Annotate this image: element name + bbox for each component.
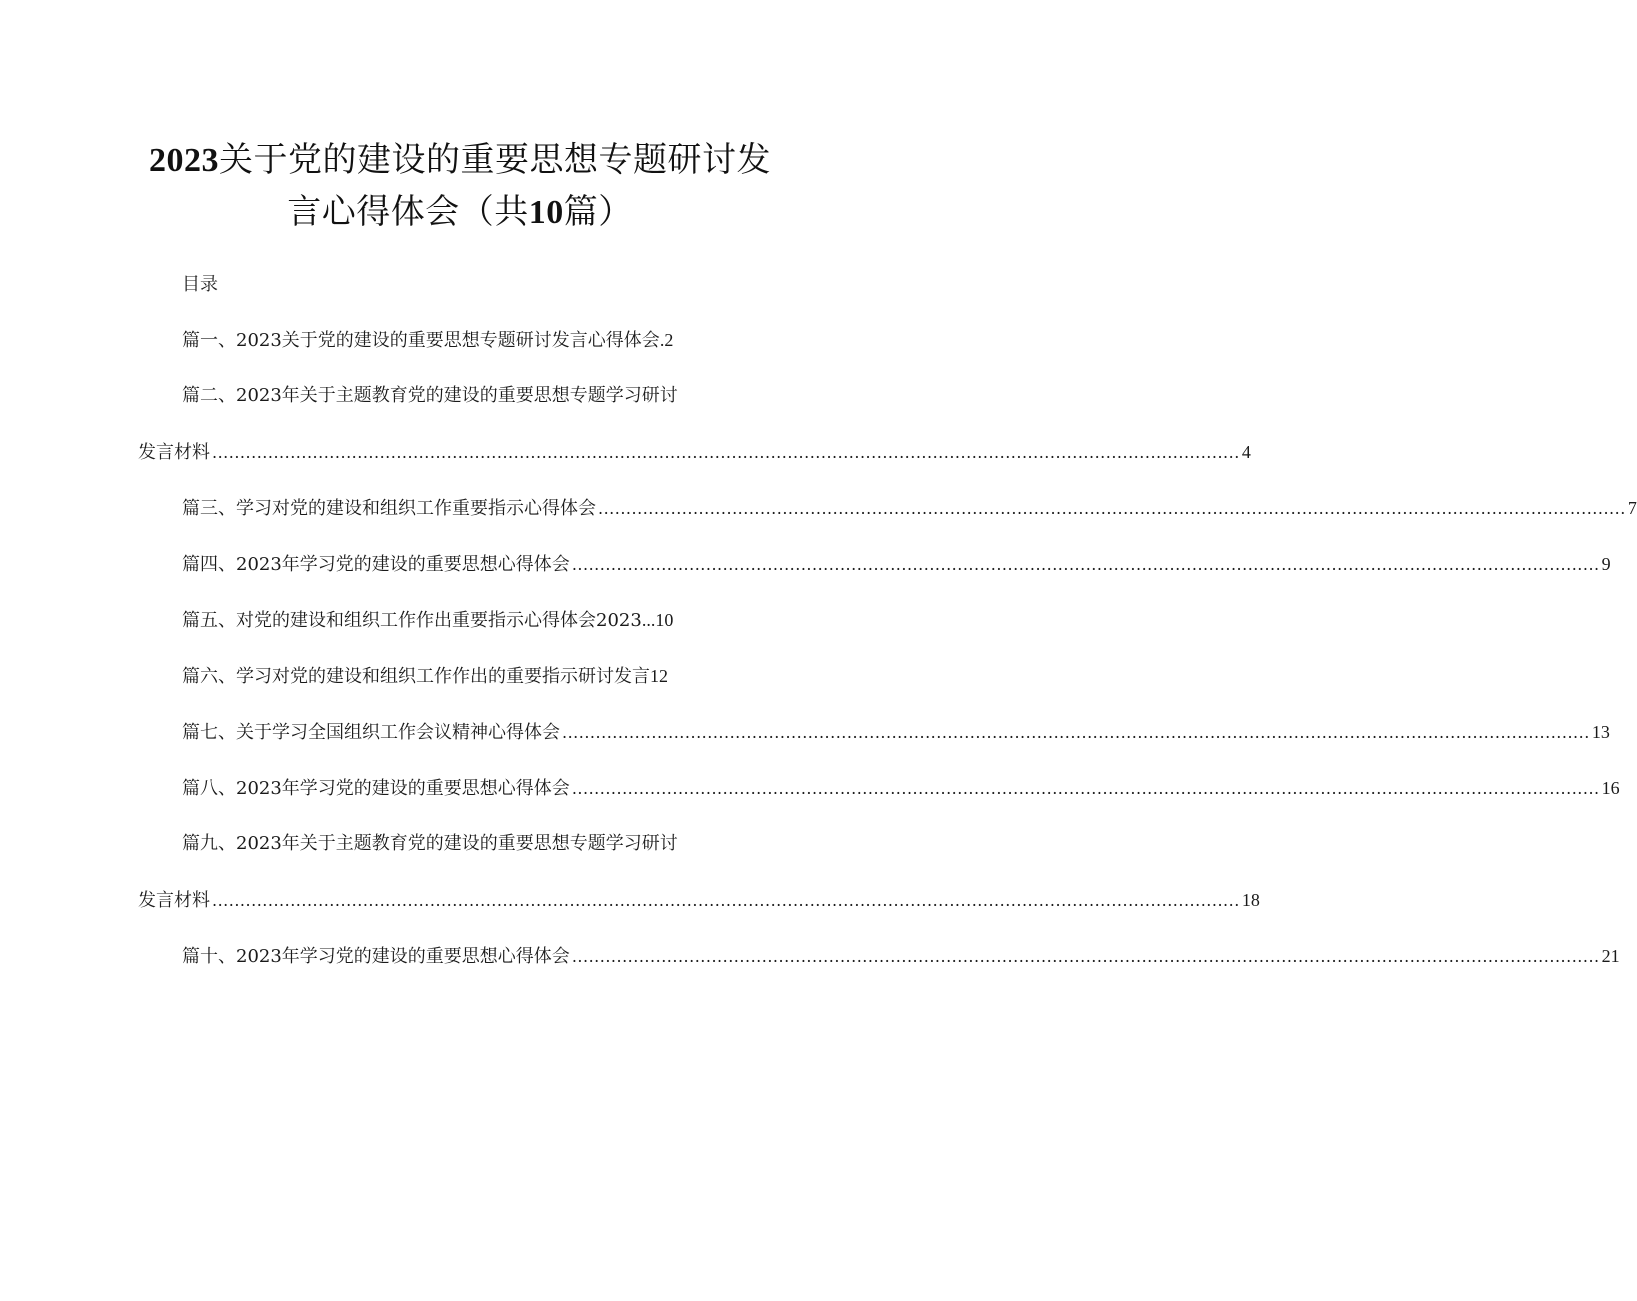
document-title-line-2 — [110, 188, 810, 237]
toc-leader-dots: ........................................................................................................................................................................................ — [562, 723, 1590, 742]
toc-entry-text: 篇二、2023年关于主题教育党的建设的重要思想专题学习研讨 — [182, 385, 678, 406]
toc-entry-9-continued[interactable] — [138, 886, 1260, 915]
title-text-2a: 言心得体会（共 — [287, 192, 529, 232]
toc-entry-7[interactable] — [182, 718, 1610, 747]
title-count: 10 — [528, 194, 564, 231]
toc-entry-page: 21 — [1601, 946, 1620, 966]
toc-entry-text: 篇四、2023年学习党的建设的重要思想心得体会 — [182, 554, 570, 575]
toc-entry-text: 篇八、2023年学习党的建设的重要思想心得体会 — [182, 778, 570, 799]
toc-entry-text: 发言材料 — [138, 442, 210, 463]
toc-entry-10[interactable] — [182, 942, 1620, 971]
toc-entry-5[interactable] — [182, 606, 673, 635]
toc-entry-page: 13 — [1591, 722, 1610, 742]
toc-leader-dots: ........................................................................................................................................................................................ — [212, 891, 1240, 910]
toc-entry-3[interactable] — [182, 494, 1637, 523]
toc-entry-text: 发言材料 — [138, 890, 210, 911]
toc-entry-page: 4 — [1241, 442, 1251, 462]
toc-leader-dots: ........................................................................................................................................................................................ — [571, 779, 1600, 798]
toc-entry-page: .2 — [659, 330, 674, 350]
toc-leader-dots: ........................................................................................................................................................................................ — [598, 499, 1626, 518]
toc-entry-9[interactable] — [182, 830, 678, 858]
toc-entry-text: 篇一、2023关于党的建设的重要思想专题研讨发言心得体会 — [182, 330, 660, 351]
toc-entry-text: 篇九、2023年关于主题教育党的建设的重要思想专题学习研讨 — [182, 833, 678, 854]
toc-entry-page: 7 — [1627, 498, 1637, 518]
toc-entry-page: 18 — [1241, 890, 1260, 910]
toc-heading: 目录 — [182, 274, 218, 295]
toc-entry-4[interactable] — [182, 550, 1611, 579]
toc-entry-page: 16 — [1601, 778, 1620, 798]
toc-entry-1[interactable] — [182, 326, 673, 355]
toc-entry-2[interactable] — [182, 382, 678, 410]
document-title-line-1 — [110, 136, 810, 185]
toc-entry-6[interactable] — [182, 662, 668, 691]
toc-entry-page: 9 — [1601, 554, 1611, 574]
toc-leader-dots: ........................................................................................................................................................................................ — [571, 555, 1600, 574]
toc-entry-text: 篇五、对党的建设和组织工作作出重要指示心得体会2023 — [182, 610, 642, 631]
title-text-1: 关于党的建设的重要思想专题研讨发 — [219, 140, 771, 180]
toc-entry-text: 篇七、关于学习全国组织工作会议精神心得体会 — [182, 722, 560, 743]
toc-leader-dots: ........................................................................................................................................................................................ — [571, 947, 1600, 966]
toc-entry-text: 篇三、学习对党的建设和组织工作重要指示心得体会 — [182, 498, 596, 519]
toc-entry-text: 篇六、学习对党的建设和组织工作作出的重要指示研讨发言 — [182, 666, 650, 687]
toc-entry-page: 12 — [650, 666, 668, 686]
toc-entry-page: ...10 — [641, 610, 674, 630]
toc-entry-2-continued[interactable] — [138, 438, 1251, 467]
title-year: 2023 — [149, 142, 219, 179]
toc-entry-text: 篇十、2023年学习党的建设的重要思想心得体会 — [182, 946, 570, 967]
toc-leader-dots: ........................................................................................................................................................................................ — [212, 443, 1240, 462]
title-text-2b: 篇） — [563, 192, 633, 232]
toc-entry-8[interactable] — [182, 774, 1620, 803]
